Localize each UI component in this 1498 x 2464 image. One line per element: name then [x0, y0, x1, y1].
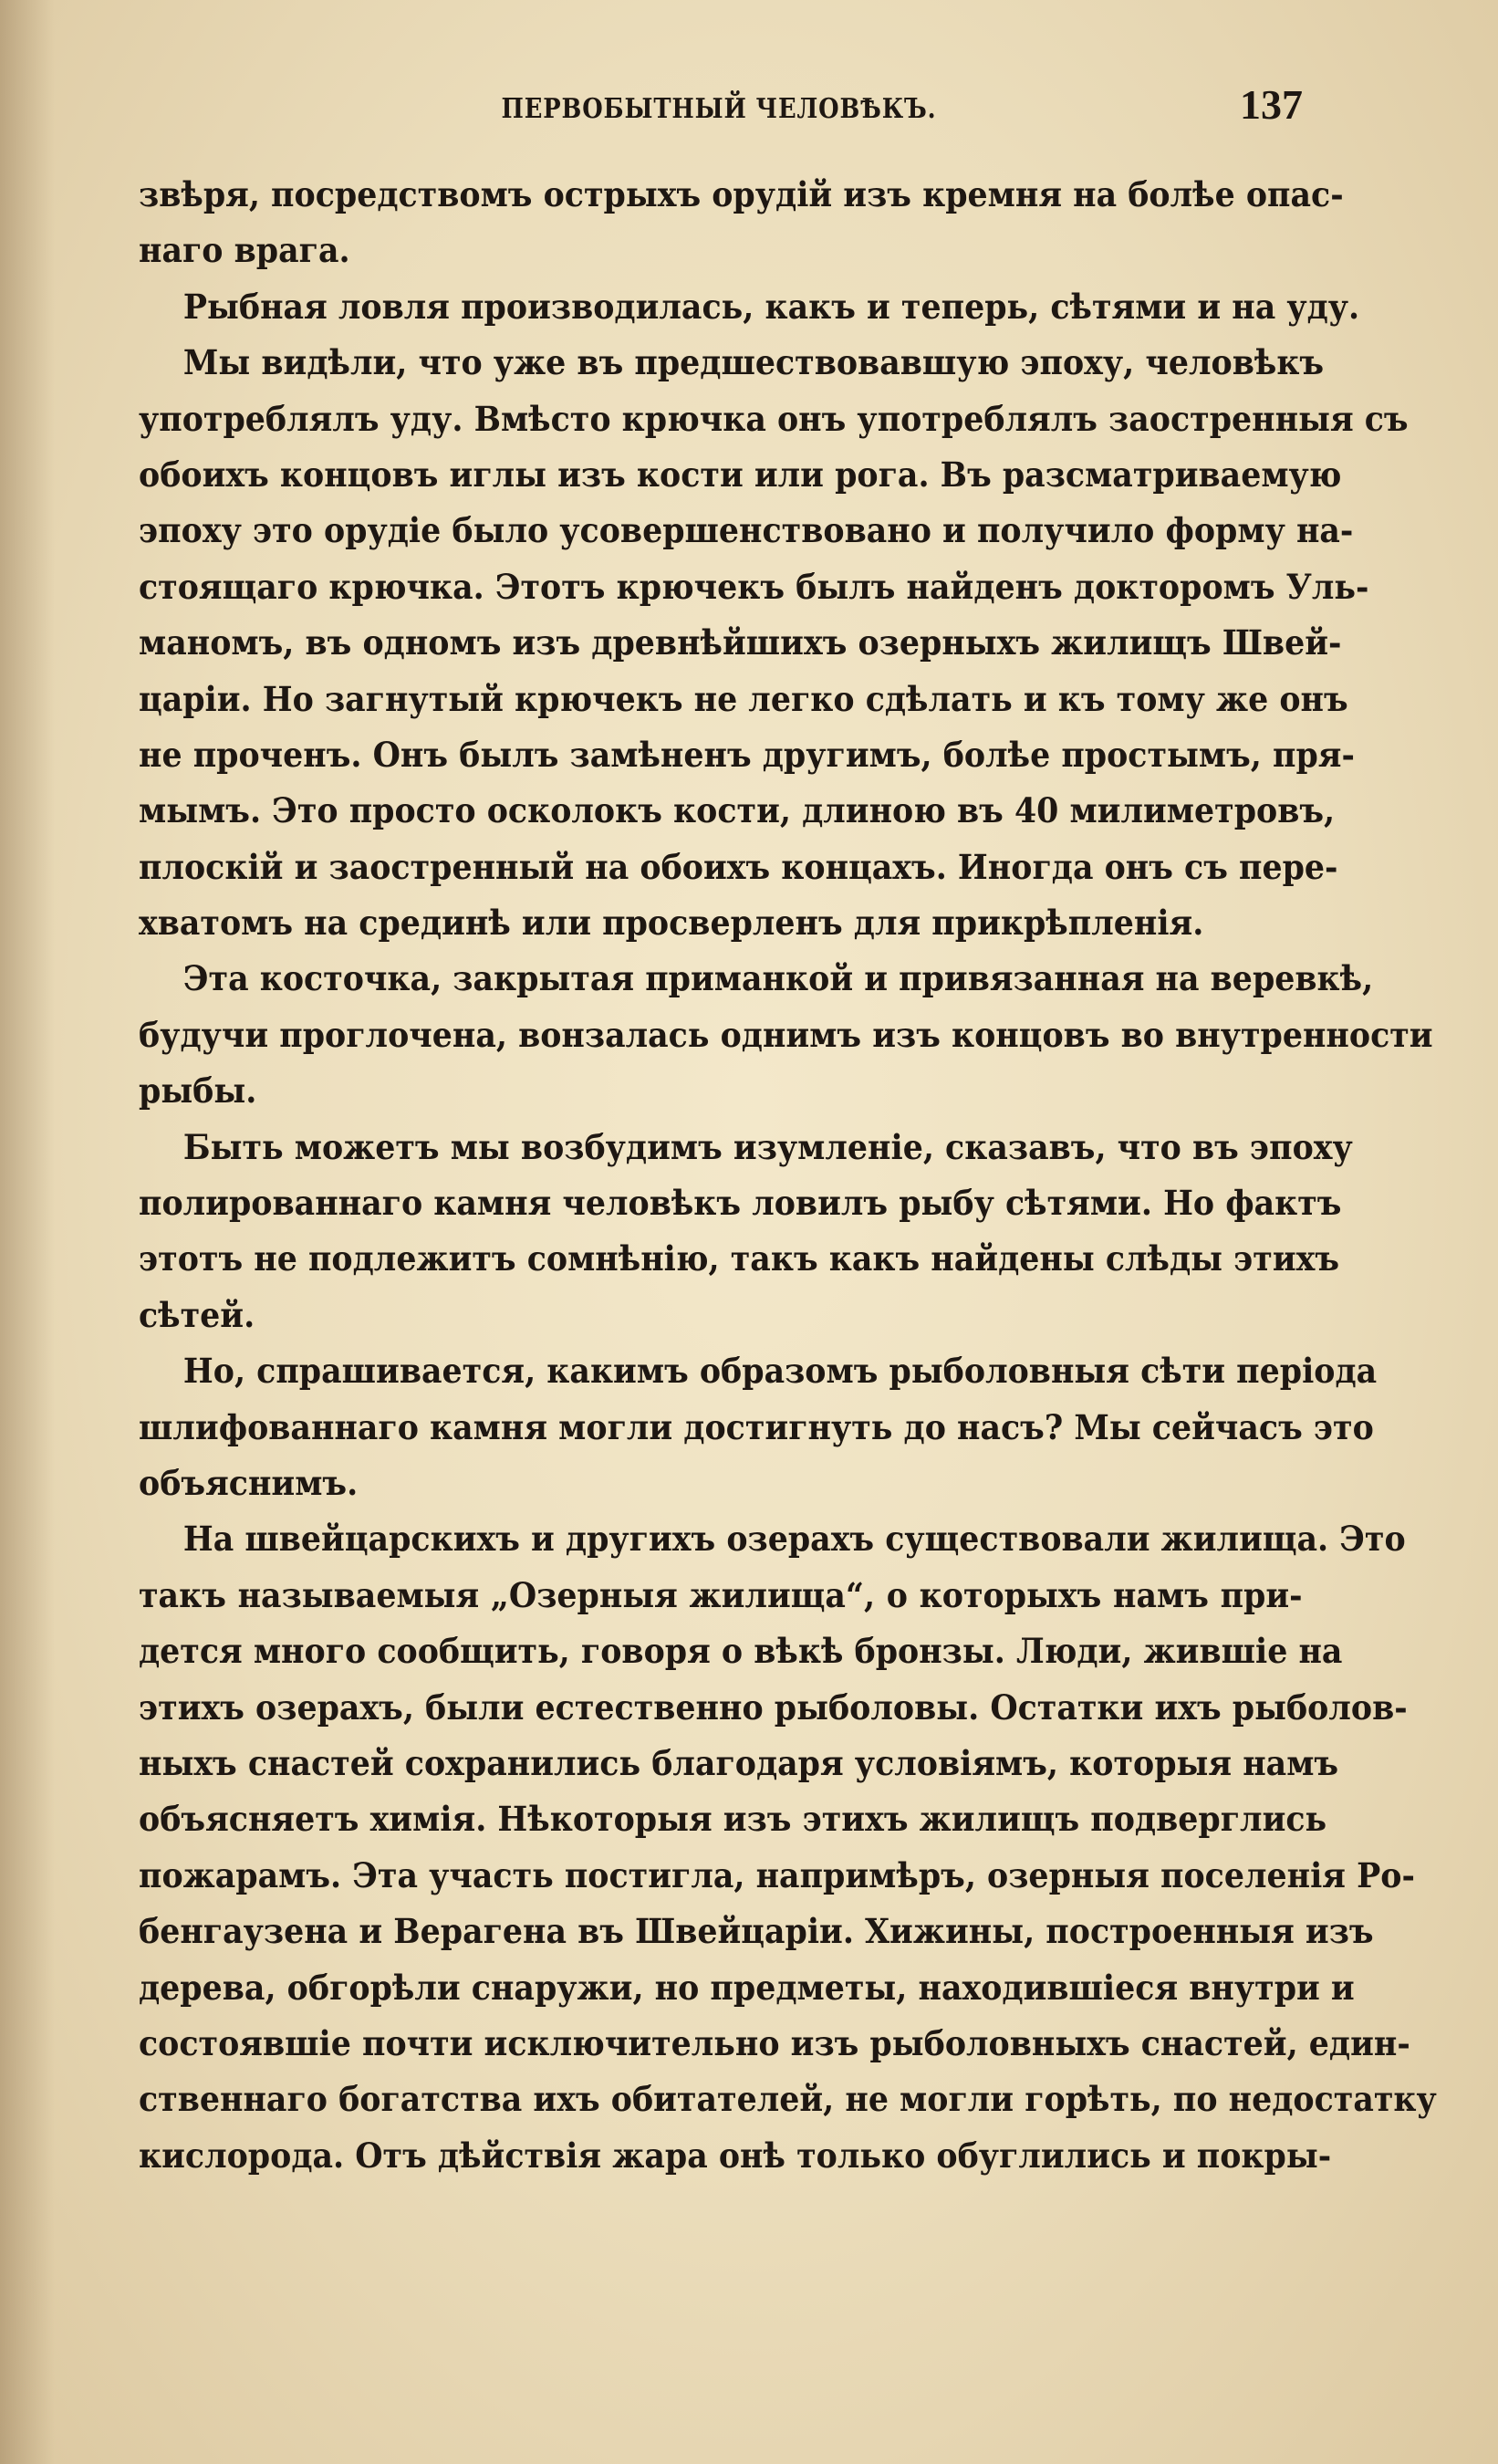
page-header: [135, 80, 1303, 135]
text-line: рыбы.: [139, 1070, 257, 1112]
text-line: состоявшіе почти исключительно изъ рыболовныхъ снастей, един-: [139, 2022, 1410, 2063]
page-number: 137: [1240, 81, 1303, 128]
text-line: звѣря, посредствомъ острыхъ орудій изъ кремня на болѣе опас-: [139, 174, 1344, 214]
body-text: [139, 167, 1437, 2184]
text-line: этотъ не подлежитъ сомнѣнію, такъ какъ найдены слѣды этихъ: [139, 1238, 1340, 1279]
text-line: пожарамъ. Эта участь постигла, напримѣръ, озерныя поселенія Ро-: [139, 1854, 1415, 1895]
text-line: На швейцарскихъ и другихъ озерахъ существовали жилища. Это: [182, 1519, 1406, 1560]
text-line: обоихъ концовъ иглы изъ кости или рога. Въ разсматриваемую: [139, 454, 1342, 495]
text-line: Мы видѣли, что уже въ предшествовавшую эпоху, человѣкъ: [182, 342, 1325, 383]
text-line: Эта косточка, закрытая приманкой и привязанная на веревкѣ,: [182, 958, 1374, 999]
text-line: этихъ озерахъ, были естественно рыболовы. Остатки ихъ рыболов-: [139, 1686, 1408, 1728]
text-line: хватомъ на срединѣ или просверленъ для прикрѣпленія.: [139, 903, 1204, 944]
paragraph: [139, 1343, 1378, 1511]
paragraph: [139, 167, 1344, 279]
text-line: полированнаго камня человѣкъ ловилъ рыбу сѣтями. Но фактъ: [139, 1183, 1342, 1224]
text-line: мымъ. Это просто осколокъ кости, длиною въ 40 милиметровъ,: [139, 790, 1336, 831]
text-line: Быть можетъ мы возбудимъ изумленіе, сказавъ, что въ эпоху: [182, 1126, 1353, 1167]
text-line: наго врага.: [139, 230, 350, 271]
text-line: не проченъ. Онъ былъ замѣненъ другимъ, болѣе простымъ, пря-: [139, 734, 1355, 775]
text-line: дется много сообщить, говоря о вѣкѣ бронзы. Люди, жившіе на: [139, 1631, 1343, 1672]
text-line: Рыбная ловля производилась, какъ и теперь, сѣтями и на уду.: [182, 286, 1360, 327]
text-line: объясняетъ химія. Нѣкоторыя изъ этихъ жилищъ подверглись: [139, 1799, 1327, 1840]
text-line: такъ называемыя „Озерныя жилища“, о которыхъ намъ при-: [139, 1574, 1303, 1615]
text-line: стоящаго крючка. Этотъ крючекъ былъ найденъ докторомъ Уль-: [139, 566, 1369, 607]
text-line: царіи. Но загнутый крючекъ не легко сдѣлать и къ тому же онъ: [139, 678, 1348, 719]
text-line: Но, спрашивается, какимъ образомъ рыболовныя сѣти періода: [182, 1351, 1378, 1392]
paragraph: [139, 279, 1360, 335]
text-line: дерева, обгорѣли снаружи, но предметы, находившіеся внутри и: [139, 1967, 1355, 2008]
text-line: ныхъ снастей сохранились благодаря условіямъ, которыя намъ: [139, 1742, 1339, 1783]
text-line: эпоху это орудіе было усовершенствовано и получило форму на-: [139, 510, 1354, 551]
text-line: ственнаго богатства ихъ обитателей, не могли горѣть, по недостатку: [139, 2079, 1437, 2120]
page-gutter-shadow: [0, 0, 55, 2464]
text-line: употреблялъ уду. Вмѣсто крючка онъ употреблялъ заостренныя съ: [139, 398, 1409, 439]
text-line: шлифованнаго камня могли достигнуть до насъ? Мы сейчасъ это: [139, 1406, 1374, 1447]
text-line: плоскій и заостренный на обоихъ концахъ. Иногда онъ съ пере-: [139, 846, 1338, 887]
paragraph: [139, 335, 1409, 951]
text-line: кислорода. Отъ дѣйствія жара онѣ только обуглились и покры-: [139, 2135, 1332, 2176]
running-title: ПЕРВОБЫТНЫЙ ЧЕЛОВѢКЪ.: [501, 93, 937, 125]
paragraph: [139, 1511, 1437, 2184]
paragraph: [139, 1120, 1353, 1344]
text-line: сѣтей.: [139, 1294, 255, 1335]
text-line: бенгаузена и Верагена въ Швейцаріи. Хижины, построенныя изъ: [139, 1911, 1374, 1952]
text-line: будучи проглочена, вонзалась однимъ изъ концовъ во внутренности: [139, 1014, 1433, 1055]
text-line: объяснимъ.: [139, 1462, 359, 1503]
paragraph: [139, 951, 1433, 1119]
text-line: маномъ, въ одномъ изъ древнѣйшихъ озерныхъ жилищъ Швей-: [139, 622, 1342, 663]
